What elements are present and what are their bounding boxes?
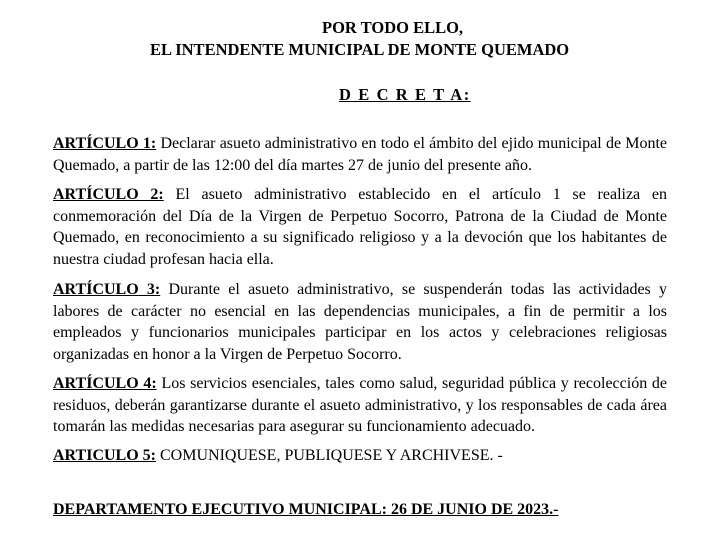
heading-intendente: EL INTENDENTE MUNICIPAL DE MONTE QUEMADO — [150, 40, 570, 59]
article-1-label: ARTÍCULO 1: — [53, 135, 157, 152]
article-4-text: Los servicios esenciales, tales como salud, seguridad pública y recolección de residuos, deberán garantizarse durante el asueto administrativo, y los responsables de cada área tomarán las medidas necesarias para asegurar su funcionamiento adecuado. — [53, 375, 668, 435]
article-5-label: ARTICULO 5: — [53, 447, 156, 464]
article-2-label: ARTÍCULO 2: — [53, 186, 164, 203]
article-3-label: ARTÍCULO 3: — [53, 281, 161, 298]
footer-department-date: DEPARTAMENTO EJECUTIVO MUNICIPAL: 26 DE JUNIO DE 2023.- — [53, 501, 559, 518]
article-1 — [53, 133, 667, 176]
heading-decreta: D E C R E T A: — [339, 85, 471, 104]
article-3 — [53, 279, 667, 365]
heading-por-todo-ello: POR TODO ELLO, — [322, 18, 464, 37]
article-4 — [53, 373, 667, 438]
article-2 — [53, 184, 667, 270]
article-3-text: Durante el asueto administrativo, se suspenderán todas las actividades y labores de carácter no esencial en las dependencias municipales, a fin de permitir a los empleados y funcionarios municipales participar en los actos y celebraciones religiosas organizadas en honor a la Virgen de Perpetuo Socorro. — [53, 281, 668, 363]
article-4-label: ARTÍCULO 4: — [53, 375, 157, 392]
article-2-text: El asueto administrativo establecido en el artículo 1 se realiza en conmemoración del Día de la Virgen de Perpetuo Socorro, Patrona de la Ciudad de Monte Quemado, en reconocimiento a su significado religioso y a la devoción que los habitantes de nuestra ciudad profesan hacia ella. — [53, 186, 668, 268]
article-1-text: Declarar asueto administrativo en todo el ámbito del ejido municipal de Monte Quemado, a partir de las 12:00 del día martes 27 de junio del presente año. — [53, 135, 668, 174]
article-5 — [53, 445, 667, 467]
article-5-text: COMUNIQUESE, PUBLIQUESE Y ARCHIVESE. - — [160, 447, 503, 464]
